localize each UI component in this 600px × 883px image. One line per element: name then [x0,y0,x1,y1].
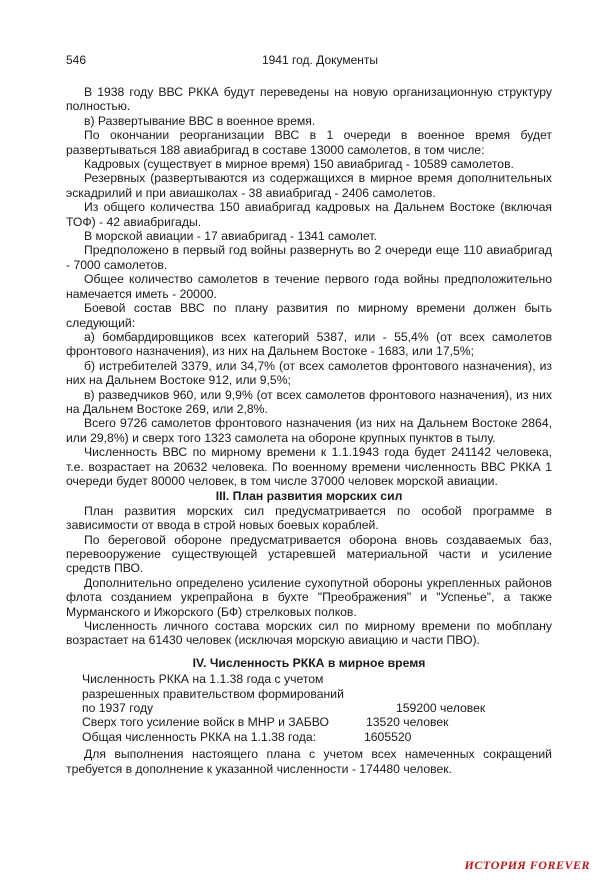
table-value: 1605520 [364,729,412,744]
section-heading: IV. Численность РККА в мирное время [192,655,426,670]
table-row [66,672,552,686]
running-title: 1941 год. Документы [261,53,379,67]
paragraph: а) бомбардировщиков всех категорий 5387, или - 55,4% (от всех самолетов фронтового назначения), из них на Дальнем Востоке - 1683, или 17,5%; [66,329,552,359]
table-row [66,701,552,715]
paragraph: Резервных (развертываются из содержащихся в мирное время дополнительных эскадрилий и при авиашколах - 38 авиабригад - 2406 самолетов. [66,171,552,200]
paragraph: Численность ВВС по мирному времени к 1.1.1943 года будет 241142 человека, т.е. возрастает на 20632 человека. По военному времени численность ВВС РККА 1 очереди будет 80000 человек, в том числе 37000 человек морской авиации. [66,445,552,488]
paragraph: Боевой состав ВВС по плану развития по мирному времени должен быть следующий: [66,301,552,330]
paragraph: Общее количество самолетов в течение первого года войны предположительно намечается иметь - 20000. [66,272,552,301]
table-row [66,715,552,729]
paragraph: План развития морских сил предусматривается по особой программе в зависимости от ввода в строй новых боевых кораблей. [66,503,552,533]
table-label: по 1937 году [82,701,154,716]
running-header [0,50,600,68]
paragraph: Дополнительно определено усиление сухопутной обороны укрепленных районов флота созданием укрепрайона в бухте "Преображения" и "Успенье", а также Мурманского и Ижорского (БФ) стрелковых полков. [66,575,552,619]
table-row [66,687,552,701]
strength-table [66,672,552,744]
paragraph: в) Развертывание ВВС в военное время. [84,113,316,128]
table-label: Численность РККА на 1.1.38 года с учетом [82,672,324,687]
paragraph: По окончании реорганизации ВВС в 1 очереди в военное время будет развертываться 188 авиабригад в составе 13000 самолетов, в том числе: [66,128,552,157]
paragraph: В морской авиации - 17 авиабригад - 1341 самолет. [84,229,377,244]
paragraph: в) разведчиков 960, или 9,9% (от всех самолетов фронтового назначения), из них на Дальнем Востоке 269, или 2,8%. [66,387,552,416]
table-label: разрешенных правительством формирований [82,686,344,701]
paragraph: Из общего количества 150 авиабригад кадровых на Дальнем Востоке (включая ТОФ) - 42 авиабригады. [66,200,552,229]
paragraph: Численность личного состава морских сил по мирному времени по мобплану возрастает на 61430 человек (исключая морскую авиацию и части ПВО). [66,619,552,648]
paragraph: Для выполнения настоящего плана с учетом всех намеченных сокращений требуется в дополнение к указанной численности - 174480 человек. [66,747,552,776]
document-body [66,85,552,776]
table-row [66,730,552,744]
paragraph: Предположено в первый год войны развернуть во 2 очереди еще 110 авиабригад - 7000 самолетов. [66,243,552,272]
table-value: 13520 человек [366,715,449,730]
section-heading: III. План развития морских сил [215,489,403,504]
paragraph: Всего 9726 самолетов фронтового назначения (из них на Дальнем Востоке 2864, или 29,8%) и сверх того 1323 самолета на обороне крупных пунктов в тылу. [66,416,552,445]
table-label: Сверх того усиление войск в МНР и ЗАБВО [82,715,330,730]
paragraph: Кадровых (существует в мирное время) 150 авиабригад - 10589 самолетов. [84,157,514,172]
page-number: 546 [66,53,87,67]
paragraph: В 1938 году ВВС РККА будут переведены на новую организационную структуру полностью. [66,85,552,114]
table-value: 159200 человек [396,701,486,716]
table-label: Общая численность РККА на 1.1.38 года: [82,729,317,744]
paragraph: По береговой обороне предусматривается оборона вновь создаваемых баз, перевооружение существующей устаревшей материальной части и усиление средств ПВО. [66,532,552,576]
paragraph: б) истребителей 3379, или 34,7% (от всех самолетов фронтового назначения), из них на Дальнем Востоке 912, или 9,5%; [66,358,552,388]
watermark-logo: ИСТОРИЯ FOREVER [464,858,590,872]
